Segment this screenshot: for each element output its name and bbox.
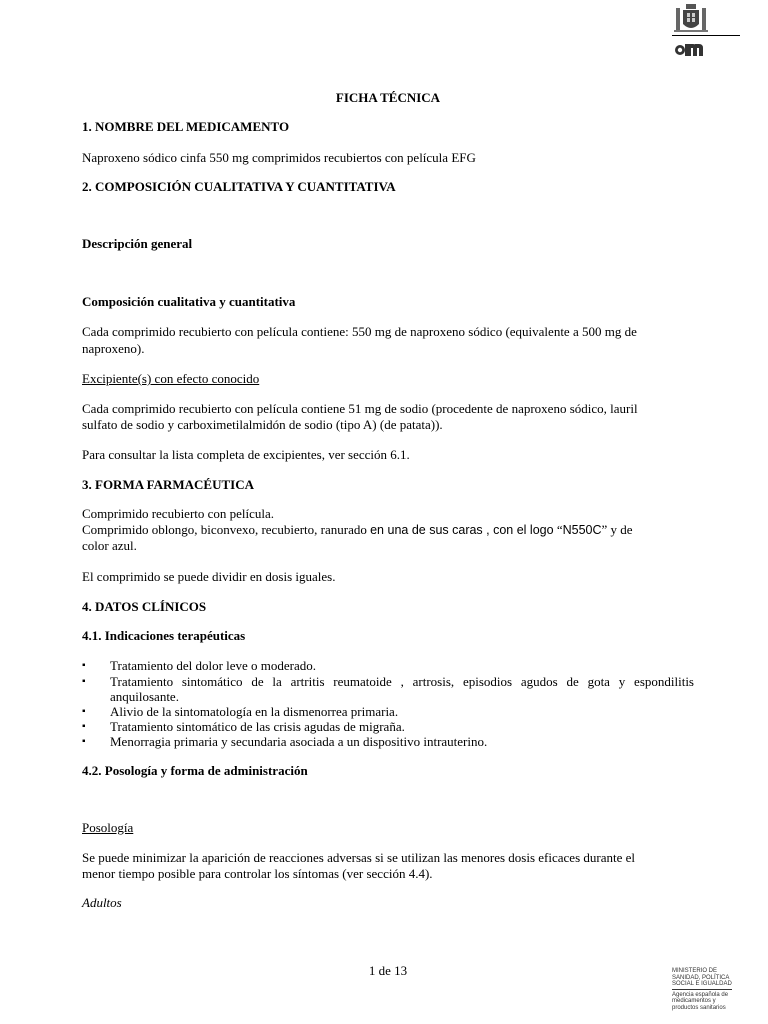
agency-line-1: Agencia española de	[672, 991, 729, 998]
agency-line-2: medicamentos y	[672, 998, 716, 1004]
ministry-line-2: SANIDAD, POLÍTICA	[672, 974, 730, 981]
ministry-logo	[672, 968, 742, 1020]
composition-text-line-1: Cada comprimido recubierto con película contiene: 550 mg de naproxeno sódico (equivalente a 500 mg de	[82, 324, 637, 339]
dosage-form-text-c: “	[553, 522, 563, 537]
section-1-heading: 1. NOMBRE DEL MEDICAMENTO	[82, 119, 290, 134]
tablet-divisible-note: El comprimido se puede dividir en dosis iguales.	[82, 569, 336, 584]
section-4-1-heading: 4.1. Indicaciones terapéuticas	[82, 628, 246, 643]
indication-2-line-1: Tratamiento sintomático de la artritis reumatoide , artrosis, episodios agudos de gota y espondilitis	[110, 674, 694, 689]
tablet-logo-code: N550C	[562, 523, 602, 537]
list-item	[82, 658, 694, 674]
page-number: 1 de 13	[368, 963, 408, 978]
section-2-heading: 2. COMPOSICIÓN CUALITATIVA Y CUANTITATIVA	[82, 179, 396, 194]
composition-heading: Composición cualitativa y cuantitativa	[82, 294, 296, 309]
excipients-text-line-1: Cada comprimido recubierto con película contiene 51 mg de sodio (procedente de naproxeno sódico, lauril	[82, 401, 638, 416]
bullet-icon: ▪	[82, 660, 86, 671]
coat-of-arms-icon	[672, 4, 710, 34]
indication-5: Menorragia primaria y secundaria asociada a un dispositivo intrauterino.	[110, 734, 488, 749]
document-title: FICHA TÉCNICA	[335, 90, 441, 105]
bullet-icon: ▪	[82, 706, 86, 717]
excipients-text-line-2: sulfato de sodio y carboximetilalmidón de sodio (tipo A) (de patata)).	[82, 417, 443, 432]
posology-text-line-1: Se puede minimizar la aparición de reacciones adversas si se utilizan las menores dosis eficaces durante el	[82, 850, 636, 865]
list-item	[82, 674, 694, 706]
posology-heading: Posología	[82, 820, 134, 835]
dosage-form-line-2	[82, 522, 633, 538]
ministry-line-3: SOCIAL E IGUALDAD	[672, 981, 732, 987]
adults-subheading: Adultos	[82, 895, 122, 910]
indications-list	[82, 658, 694, 748]
bullet-icon: ▪	[82, 676, 86, 687]
bullet-icon: ▪	[82, 736, 86, 747]
general-description-heading: Descripción general	[82, 236, 193, 251]
dosage-form-line-3: color azul.	[82, 538, 137, 553]
aemps-logo-icon	[674, 40, 704, 60]
agency-line-3: productos sanitarios	[672, 1004, 726, 1011]
logo-divider	[672, 989, 732, 990]
excipients-list-reference: Para consultar la lista completa de excipientes, ver sección 6.1.	[82, 447, 410, 462]
indication-2-line-2: anquilosante.	[110, 689, 179, 704]
bullet-icon: ▪	[82, 721, 86, 732]
section-4-heading: 4. DATOS CLÍNICOS	[82, 599, 207, 614]
list-item	[82, 719, 694, 735]
posology-text-line-2: menor tiempo posible para controlar los síntomas (ver sección 4.4).	[82, 866, 433, 881]
product-name: Naproxeno sódico cinfa 550 mg comprimidos recubiertos con película EFG	[82, 150, 476, 165]
dosage-form-text-a: Comprimido oblongo, biconvexo, recubierto, ranurado	[82, 522, 371, 537]
section-4-2-heading: 4.2. Posología y forma de administración	[82, 763, 308, 778]
dosage-form-text-b: en una de sus caras , con el logo	[370, 523, 554, 537]
ministry-line-1: MINISTERIO DE	[672, 968, 718, 974]
list-item	[82, 734, 694, 750]
dosage-form-line-1: Comprimido recubierto con película.	[82, 506, 275, 521]
indication-1: Tratamiento del dolor leve o moderado.	[110, 658, 317, 673]
list-item	[82, 704, 694, 720]
section-3-heading: 3. FORMA FARMACÉUTICA	[82, 477, 254, 492]
header-rule	[672, 35, 740, 36]
composition-text-line-2: naproxeno).	[82, 341, 145, 356]
dosage-form-text-e: ” y de	[601, 522, 633, 537]
excipients-heading: Excipiente(s) con efecto conocido	[82, 371, 260, 386]
indication-3: Alivio de la sintomatología en la dismenorrea primaria.	[110, 704, 399, 719]
indication-4: Tratamiento sintomático de las crisis agudas de migraña.	[110, 719, 405, 734]
